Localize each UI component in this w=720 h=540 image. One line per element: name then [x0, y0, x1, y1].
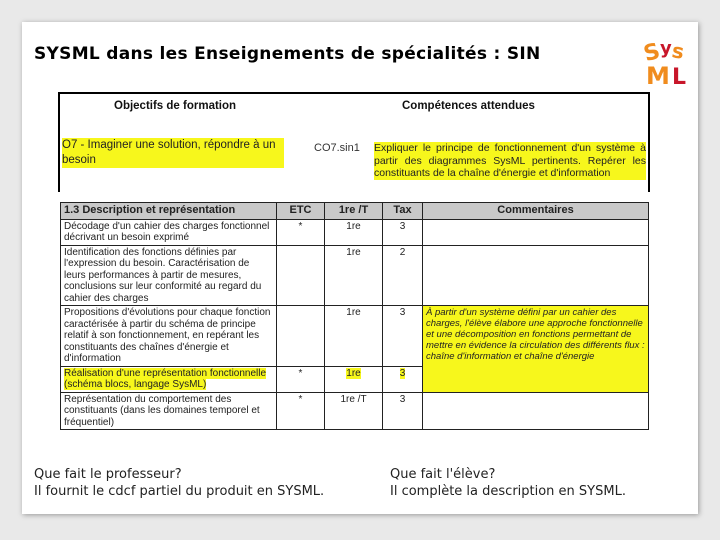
scanned-document [58, 92, 650, 460]
row-tax: 3 [383, 392, 423, 430]
row-tax [383, 366, 423, 392]
row-level-highlighted: 1re [346, 367, 361, 379]
slide-title: SYSML dans les Enseignements de spécialités : SIN [34, 44, 541, 64]
row-tax-highlighted: 3 [399, 367, 406, 379]
row-level: 1re [325, 306, 383, 367]
document-border-right [648, 92, 650, 192]
row-tax: 3 [383, 219, 423, 245]
row-level: 1re [325, 219, 383, 245]
objective-text [62, 138, 284, 168]
table-header: ETC [277, 203, 325, 220]
row-description-highlighted: Réalisation d'une représentation fonctionnelle (schéma blocs, langage SysML) [64, 367, 267, 390]
row-level: 1re /T [325, 392, 383, 430]
competence-text: Expliquer le principe de fonctionnement d'un système à partir des diagrammes SysML pertinents. Repérer les constituants de la chaîne d'énergie et d'information [374, 142, 646, 179]
objective-label: O7 - Imaginer une solution, répondre à un besoin [62, 138, 284, 168]
row-etc: * [277, 392, 325, 430]
row-comment: À partir d'un système défini par un cahier des charges, l'élève élabore une approche fonctionnelle et une décomposition en fonctions permettant de mettre en évidence la circulation des différents flux : chaîne d'information et chaîne d'énergie [423, 306, 649, 393]
row-comment [423, 392, 649, 430]
sysml-logo-icon [638, 32, 690, 88]
row-comment [423, 245, 649, 306]
svg-text:L: L [672, 65, 687, 88]
row-description: Propositions d'évolutions pour chaque fonction caractérisée à partir du schéma de principe relatif à son fonctionnement, en repérant les constituants des chaînes d'énergie et d'information [61, 306, 277, 367]
row-level [325, 366, 383, 392]
svg-text:M: M [646, 62, 670, 88]
row-tax: 3 [383, 306, 423, 367]
row-etc: * [277, 366, 325, 392]
table-header-row [61, 203, 649, 220]
row-etc [277, 245, 325, 306]
prof-answer: Il fournit le cdcf partiel du produit en SYSML. [34, 484, 325, 499]
competence-code: CO7.sin1 [314, 142, 360, 154]
document-border-top [58, 92, 650, 94]
table-row [61, 392, 649, 430]
row-description: Identification des fonctions définies par l'expression du besoin. Caractérisation de leurs performances à partir de mesures, conclusions sur leur conformité au regard du cahier des charges [61, 245, 277, 306]
document-border-left [58, 92, 60, 192]
competences-header: Compétences attendues [402, 100, 535, 112]
table-header: Commentaires [423, 203, 649, 220]
table-row [61, 245, 649, 306]
footer-eleve [390, 466, 626, 500]
row-etc [277, 306, 325, 367]
svg-text:S: S [641, 38, 663, 68]
svg-text:s: s [670, 38, 687, 64]
slide [22, 22, 698, 514]
row-tax: 2 [383, 245, 423, 306]
row-etc: * [277, 219, 325, 245]
objectifs-header: Objectifs de formation [114, 100, 237, 112]
row-description [61, 366, 277, 392]
eleve-answer: Il complète la description en SYSML. [390, 484, 626, 499]
table-row [61, 219, 649, 245]
footer-professeur [34, 466, 324, 500]
svg-text:y: y [660, 38, 672, 59]
row-level: 1re [325, 245, 383, 306]
competence-table [60, 202, 649, 430]
table-row [61, 306, 649, 367]
prof-question: Que fait le professeur? [34, 467, 182, 482]
table-header: 1.3 Description et représentation [61, 203, 277, 220]
eleve-question: Que fait l'élève? [390, 467, 496, 482]
table-header: 1re /T [325, 203, 383, 220]
table-header: Tax [383, 203, 423, 220]
row-description: Représentation du comportement des constituants (dans les domaines temporel et fréquentiel) [61, 392, 277, 430]
row-description: Décodage d'un cahier des charges fonctionnel décrivant un besoin exprimé [61, 219, 277, 245]
row-comment [423, 219, 649, 245]
